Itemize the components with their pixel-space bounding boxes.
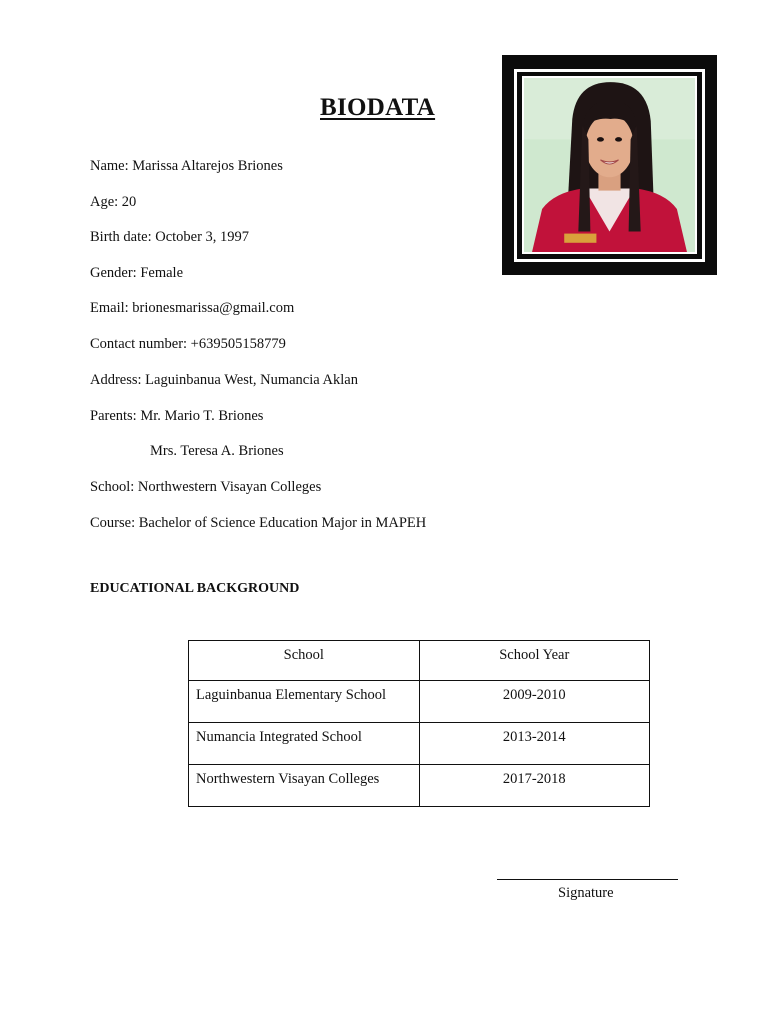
education-table <box>188 640 650 807</box>
school-cell: Numancia Integrated School <box>189 723 420 765</box>
name-line: Name: Marissa Altarejos Briones <box>90 158 283 174</box>
school-cell: Northwestern Visayan Colleges <box>189 765 420 807</box>
gender-line: Gender: Female <box>90 265 184 281</box>
school-line: School: Northwestern Visayan Colleges <box>90 479 322 495</box>
document-title: BIODATA <box>320 94 436 121</box>
header-school: School <box>189 641 420 681</box>
photo-border-outer <box>514 69 705 262</box>
educational-background-heading: EDUCATIONAL BACKGROUND <box>90 581 300 596</box>
age-line: Age: 20 <box>90 194 137 210</box>
parents-mother-line: Mrs. Teresa A. Briones <box>150 443 284 459</box>
signature-line <box>497 879 678 880</box>
birth-date-line: Birth date: October 3, 1997 <box>90 229 250 245</box>
table-row <box>189 765 650 807</box>
table-row <box>189 723 650 765</box>
contact-number-line: Contact number: +639505158779 <box>90 336 286 352</box>
table-row <box>189 681 650 723</box>
year-cell: 2009-2010 <box>419 681 649 723</box>
table-header-row <box>189 641 650 681</box>
course-line: Course: Bachelor of Science Education Major in MAPEH <box>90 515 427 531</box>
profile-photo <box>522 76 697 254</box>
portrait-illustration <box>524 78 695 252</box>
email-line: Email: brionesmarissa@gmail.com <box>90 300 295 316</box>
signature-label: Signature <box>558 885 614 901</box>
profile-photo-frame <box>502 55 717 275</box>
year-cell: 2013-2014 <box>419 723 649 765</box>
school-cell: Laguinbanua Elementary School <box>189 681 420 723</box>
address-line: Address: Laguinbanua West, Numancia Aklan <box>90 372 358 388</box>
header-school-year: School Year <box>419 641 649 681</box>
year-cell: 2017-2018 <box>419 765 649 807</box>
parents-father-line: Parents: Mr. Mario T. Briones <box>90 408 264 424</box>
